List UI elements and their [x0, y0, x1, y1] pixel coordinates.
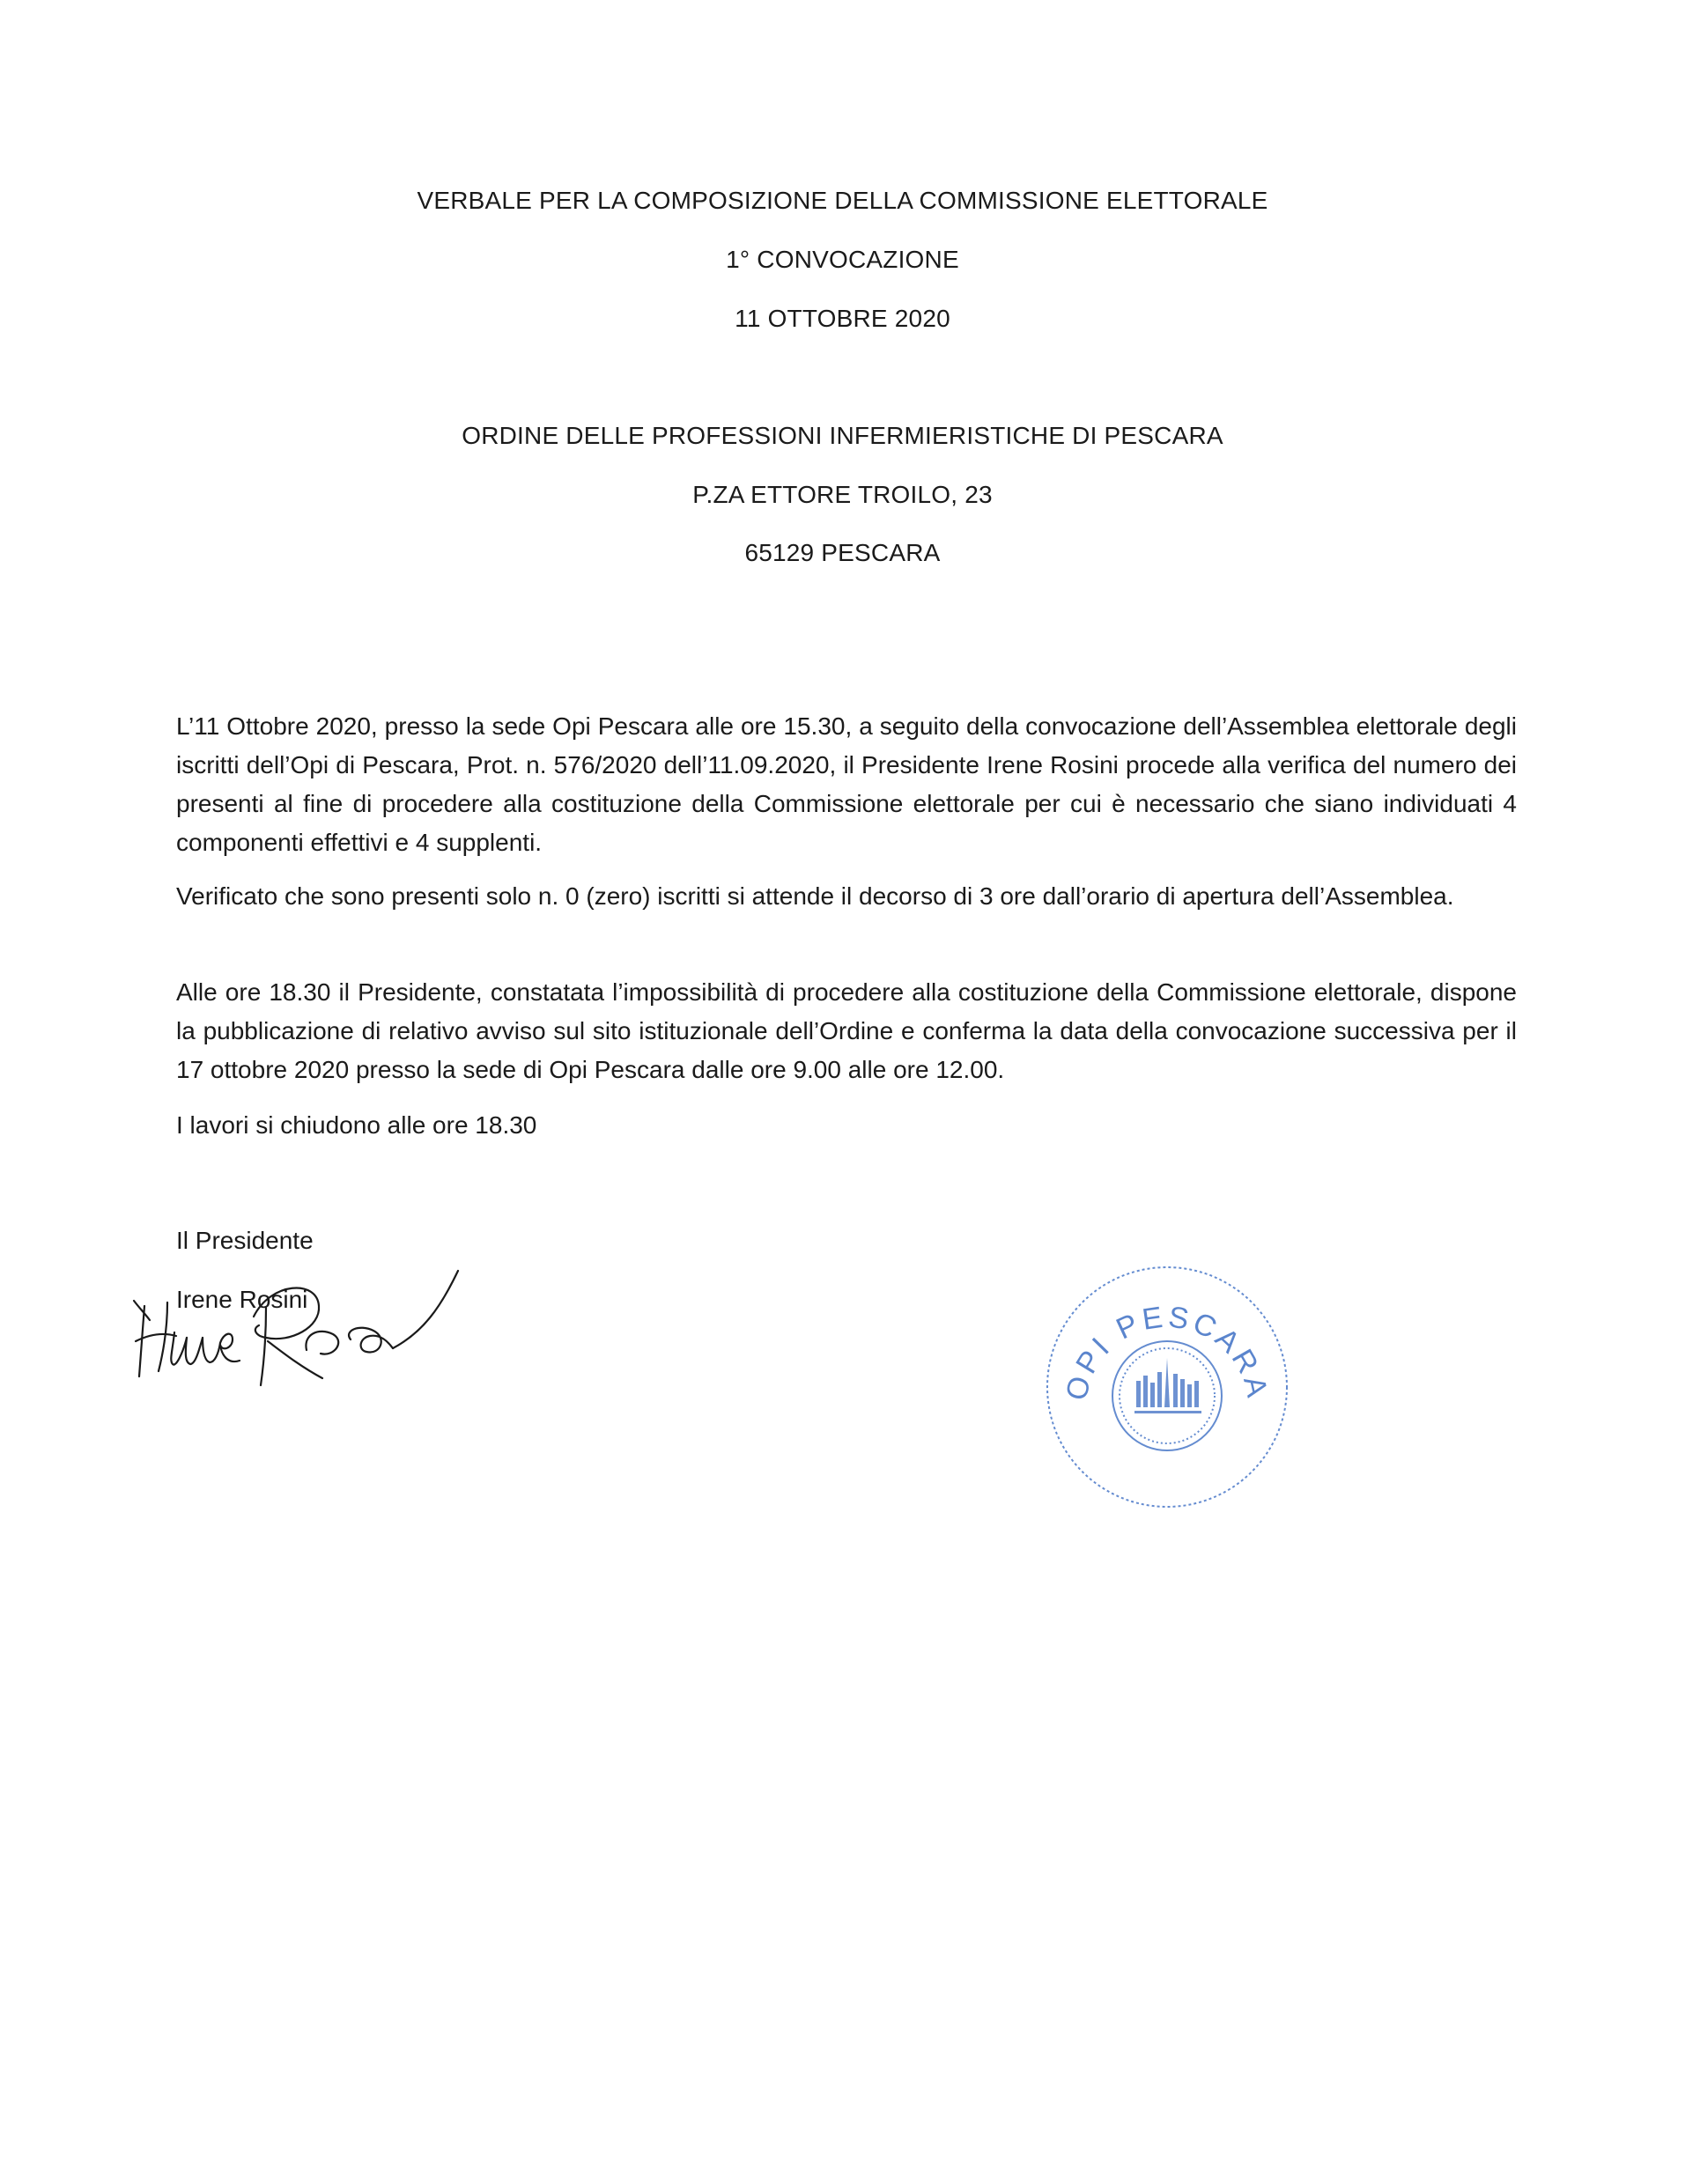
stamp-text: OPI PESCARA [1059, 1300, 1275, 1404]
organization-name: ORDINE DELLE PROFESSIONI INFERMIERISTICHE DI PESCARA [462, 422, 1223, 449]
convocation-label: 1° CONVOCAZIONE [726, 246, 959, 273]
organization-city: 65129 PESCARA [744, 539, 941, 566]
signatory-name: Irene Rosini [176, 1286, 308, 1313]
signatory-role: Il Presidente [176, 1227, 314, 1254]
opi-pescara-stamp [1039, 1259, 1295, 1515]
paragraph-opening: L’11 Ottobre 2020, presso la sede Opi Pescara alle ore 15.30, a seguito della convocazione dell’Assemblea elettorale degli iscritti dell’Opi di Pescara, Prot. n. 576/2020 dell’11.09.2020, il Presidente Irene Rosini procede alla verifica del numero dei presenti al fine di procedere alla costituzione della Commissione elettorale per cui è necessario che siano individuati 4 componenti effettivi e 4 supplenti. [176, 712, 1517, 856]
document-date: 11 OTTOBRE 2020 [735, 305, 950, 332]
document-title: VERBALE PER LA COMPOSIZIONE DELLA COMMISSIONE ELETTORALE [417, 187, 1268, 214]
closing-statement: I lavori si chiudono alle ore 18.30 [176, 1111, 537, 1139]
organization-address: P.ZA ETTORE TROILO, 23 [692, 481, 993, 508]
paragraph-decision: Alle ore 18.30 il Presidente, constatata l’impossibilità di procedere alla costituzione della Commissione elettorale, dispone la pubblicazione di relativo avviso sul sito istituzionale dell’Ordine e conferma la data della convocazione successiva per il 17 ottobre 2020 presso la sede di Opi Pescara dalle ore 9.00 alle ore 12.00. [176, 978, 1517, 1083]
paragraph-verification: Verificato che sono presenti solo n. 0 (zero) iscritti si attende il decorso di 3 ore dall’orario di apertura dell’Assemblea. [176, 882, 1454, 910]
handwritten-signature [123, 1246, 537, 1422]
